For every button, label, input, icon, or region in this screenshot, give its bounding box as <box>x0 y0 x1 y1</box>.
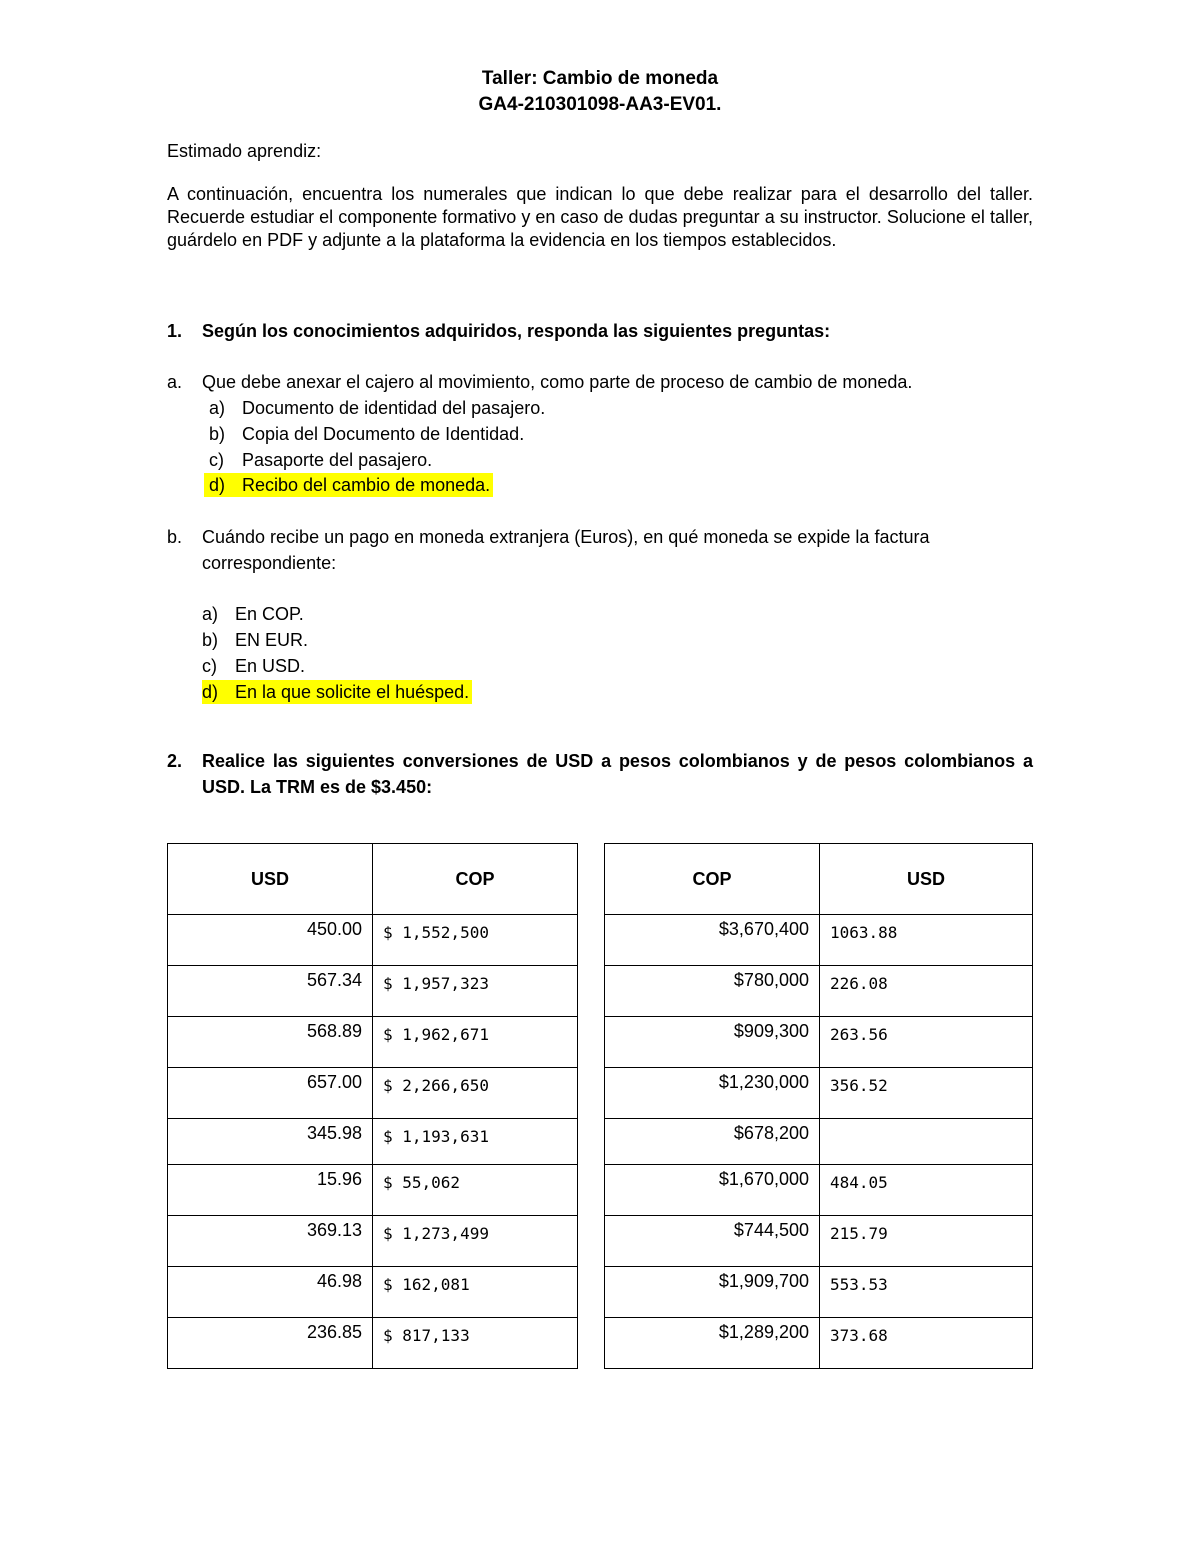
usd-cell: 568.89 <box>168 1017 373 1068</box>
table-row <box>168 966 578 1017</box>
table-row <box>605 1119 1033 1165</box>
table-row <box>168 1068 578 1119</box>
option-letter: b) <box>202 630 219 650</box>
question-a <box>167 369 1033 395</box>
table-row <box>605 1068 1033 1119</box>
section-2-heading <box>167 748 1033 800</box>
usd-cell: 1063.88 <box>820 915 1033 966</box>
usd-cell: 236.85 <box>168 1318 373 1369</box>
usd-cell: 450.00 <box>168 915 373 966</box>
table-row <box>168 1267 578 1318</box>
cop-cell: $ 55,062 <box>373 1165 578 1216</box>
cop-cell: $744,500 <box>605 1216 820 1267</box>
option-letter: a) <box>202 604 219 624</box>
usd-cell <box>820 1119 1033 1165</box>
document-title: Taller: Cambio de moneda <box>481 68 719 89</box>
table-header-row <box>168 844 578 915</box>
table-row <box>168 1165 578 1216</box>
cop-cell: $ 1,273,499 <box>373 1216 578 1267</box>
option-text: Pasaporte del pasajero. <box>242 450 433 470</box>
section-1-title: Según los conocimientos adquiridos, responda las siguientes preguntas: <box>202 321 831 341</box>
option-letter: c) <box>202 656 217 676</box>
usd-to-cop-table <box>167 843 578 1369</box>
table-row <box>168 1318 578 1369</box>
question-b-answer-highlighted <box>202 680 472 704</box>
cop-cell: $ 2,266,650 <box>373 1068 578 1119</box>
table-header-row <box>605 844 1033 915</box>
usd-cell: 15.96 <box>168 1165 373 1216</box>
header-usd: USD <box>168 844 373 915</box>
table-row <box>605 1318 1033 1369</box>
table-row <box>168 1017 578 1068</box>
option-text: Recibo del cambio de moneda. <box>242 475 491 495</box>
cop-cell: $909,300 <box>605 1017 820 1068</box>
cop-cell: $ 1,193,631 <box>373 1119 578 1165</box>
usd-cell: 567.34 <box>168 966 373 1017</box>
header-cop: COP <box>373 844 578 915</box>
cop-cell: $1,909,700 <box>605 1267 820 1318</box>
usd-cell: 215.79 <box>820 1216 1033 1267</box>
table-row <box>605 1216 1033 1267</box>
cop-cell: $678,200 <box>605 1119 820 1165</box>
option-letter: d) <box>209 475 226 495</box>
cop-cell: $ 162,081 <box>373 1267 578 1318</box>
section-1-number: 1. <box>167 321 183 341</box>
table-row <box>605 966 1033 1017</box>
cop-cell: $1,230,000 <box>605 1068 820 1119</box>
header-cop: COP <box>605 844 820 915</box>
usd-cell: 657.00 <box>168 1068 373 1119</box>
option-letter: c) <box>209 450 224 470</box>
option-letter: d) <box>202 682 219 702</box>
cop-cell: $ 1,552,500 <box>373 915 578 966</box>
question-b-option <box>202 602 304 626</box>
header-usd: USD <box>820 844 1033 915</box>
table-row <box>605 1165 1033 1216</box>
table-row <box>605 1017 1033 1068</box>
cop-cell: $780,000 <box>605 966 820 1017</box>
cop-cell: $ 1,962,671 <box>373 1017 578 1068</box>
cop-cell: $1,670,000 <box>605 1165 820 1216</box>
question-b-option <box>202 654 305 678</box>
question-b-option <box>202 628 308 652</box>
section-2-number: 2. <box>167 751 183 771</box>
option-letter: a) <box>209 398 226 418</box>
question-a-option <box>209 422 524 446</box>
cop-to-usd-table <box>604 843 1033 1369</box>
usd-cell: 369.13 <box>168 1216 373 1267</box>
usd-cell: 373.68 <box>820 1318 1033 1369</box>
usd-cell: 46.98 <box>168 1267 373 1318</box>
section-1-heading <box>167 318 1033 344</box>
question-a-option <box>209 448 432 472</box>
cop-cell: $ 1,957,323 <box>373 966 578 1017</box>
usd-cell: 356.52 <box>820 1068 1033 1119</box>
cop-cell: $ 817,133 <box>373 1318 578 1369</box>
table-row <box>168 1119 578 1165</box>
table-row <box>605 915 1033 966</box>
option-text: Documento de identidad del pasajero. <box>242 398 546 418</box>
usd-cell: 484.05 <box>820 1165 1033 1216</box>
table-row <box>168 1216 578 1267</box>
question-a-letter: a. <box>167 372 183 392</box>
table-row <box>605 1267 1033 1318</box>
usd-cell: 263.56 <box>820 1017 1033 1068</box>
question-b <box>167 524 1033 576</box>
section-2-title: Realice las siguientes conversiones de USD a pesos colombianos y de pesos colombianos a USD. La TRM es de $3.450: <box>202 751 1033 797</box>
option-text: En la que solicite el huésped. <box>235 682 470 702</box>
usd-cell: 345.98 <box>168 1119 373 1165</box>
option-text: Copia del Documento de Identidad. <box>242 424 525 444</box>
cop-cell: $3,670,400 <box>605 915 820 966</box>
question-a-option <box>209 396 545 420</box>
table-row <box>168 915 578 966</box>
usd-cell: 553.53 <box>820 1267 1033 1318</box>
question-b-letter: b. <box>167 527 183 547</box>
greeting: Estimado aprendiz: <box>167 141 322 161</box>
option-text: EN EUR. <box>235 630 309 650</box>
option-text: En USD. <box>235 656 306 676</box>
question-b-text: Cuándo recibe un pago en moneda extranjera (Euros), en qué moneda se expide la factura correspondiente: <box>202 527 930 573</box>
question-a-answer-highlighted <box>204 473 493 497</box>
option-text: En COP. <box>235 604 304 624</box>
intro-paragraph: A continuación, encuentra los numerales que indican lo que debe realizar para el desarrollo del taller. Recuerde estudiar el componente formativo y en caso de dudas preguntar a su instructor. Solucione el taller, guárdelo en PDF y adjunte a la plataforma la evidencia en los tiempos establecidos. <box>167 184 1033 250</box>
document-code: GA4-210301098-AA3-EV01. <box>478 94 722 115</box>
usd-cell: 226.08 <box>820 966 1033 1017</box>
option-letter: b) <box>209 424 226 444</box>
question-a-text: Que debe anexar el cajero al movimiento, como parte de proceso de cambio de moneda. <box>202 372 913 392</box>
cop-cell: $1,289,200 <box>605 1318 820 1369</box>
